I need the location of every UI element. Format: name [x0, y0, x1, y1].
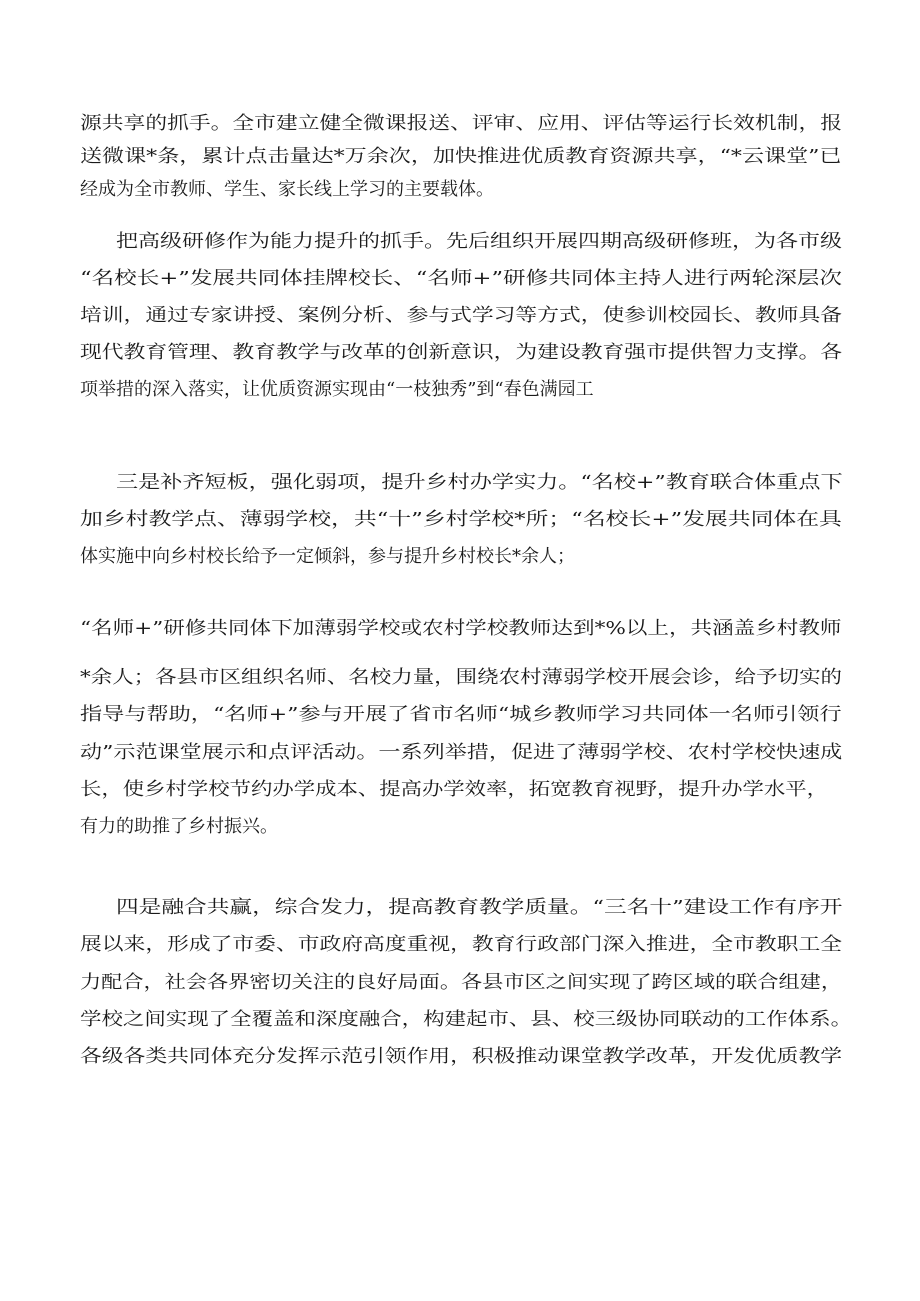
- text-line: “名校长+”发展共同体挂牌校长、“名师+”研修共同体主持人进行两轮深层次: [80, 268, 843, 289]
- text-line: 长，使乡村学校节约办学成本、提高办学效率，拓宽教育视野，提升办学水平，: [80, 779, 828, 800]
- text-line: “名师+”研修共同体下加薄弱学校或农村学校教师达到*%以上，共涵盖乡村教师: [80, 618, 842, 639]
- text-line: 三是补齐短板，强化弱项，提升乡村办学实力。“名校+”教育联合体重点下: [116, 472, 843, 493]
- text-line: 指导与帮助，“名师+”参与开展了省市名师“城乡教师学习共同体一名师引领行: [80, 704, 842, 725]
- text-line: 各级各类共同体充分发挥示范引领作用，积极推动课堂教学改革，开发优质教学: [80, 1046, 842, 1067]
- text-line: 学校之间实现了全覆盖和深度融合，构建起市、县、校三级协同联动的工作体系。: [80, 1009, 853, 1030]
- text-line: 加乡村教学点、薄弱学校，共“十”乡村学校*所；“名校长+”发展共同体在具: [80, 509, 842, 530]
- text-line: 项举措的深入落实，让优质资源实现由“一枝独秀”到“春色满园工: [80, 379, 594, 400]
- text-line: 展以来，形成了市委、市政府高度重视，教育行政部门深入推进，全市教职工全: [80, 934, 842, 955]
- text-line: 四是融合共赢，综合发力，提高教育教学质量。“三名十”建设工作有序开: [116, 897, 843, 918]
- text-line: 经成为全市教师、学生、家长线上学习的主要载体。: [80, 179, 494, 200]
- text-line: 把高级研修作为能力提升的抓手。先后组织开展四期高级研修班，为各市级: [116, 231, 842, 252]
- text-line: 体实施中向乡村校长给予一定倾斜，参与提升乡村校长*余人；: [80, 546, 575, 567]
- text-line: 力配合，社会各界密切关注的良好局面。各县市区之间实现了跨区域的联合组建，: [80, 972, 842, 993]
- text-line: 有力的助推了乡村振兴。: [80, 816, 278, 837]
- text-line: 源共享的抓手。全市建立健全微课报送、评审、应用、评估等运行长效机制，报: [80, 113, 842, 134]
- text-line: 动”示范课堂展示和点评活动。一系列举措，促进了薄弱学校、农村学校快速成: [80, 742, 843, 763]
- text-line: 培训，通过专家讲授、案例分析、参与式学习等方式，使参训校园长、教师具备: [80, 305, 842, 326]
- text-line: *余人；各县市区组织名师、名校力量，围绕农村薄弱学校开展会诊，给予切实的: [80, 667, 843, 688]
- text-line: 送微课*条，累计点击量达*万余次，加快推进优质教育资源共享，“*云课堂”已: [80, 146, 842, 167]
- text-line: 现代教育管理、教育教学与改革的创新意识，为建设教育强市提供智力支撑。各: [80, 342, 842, 363]
